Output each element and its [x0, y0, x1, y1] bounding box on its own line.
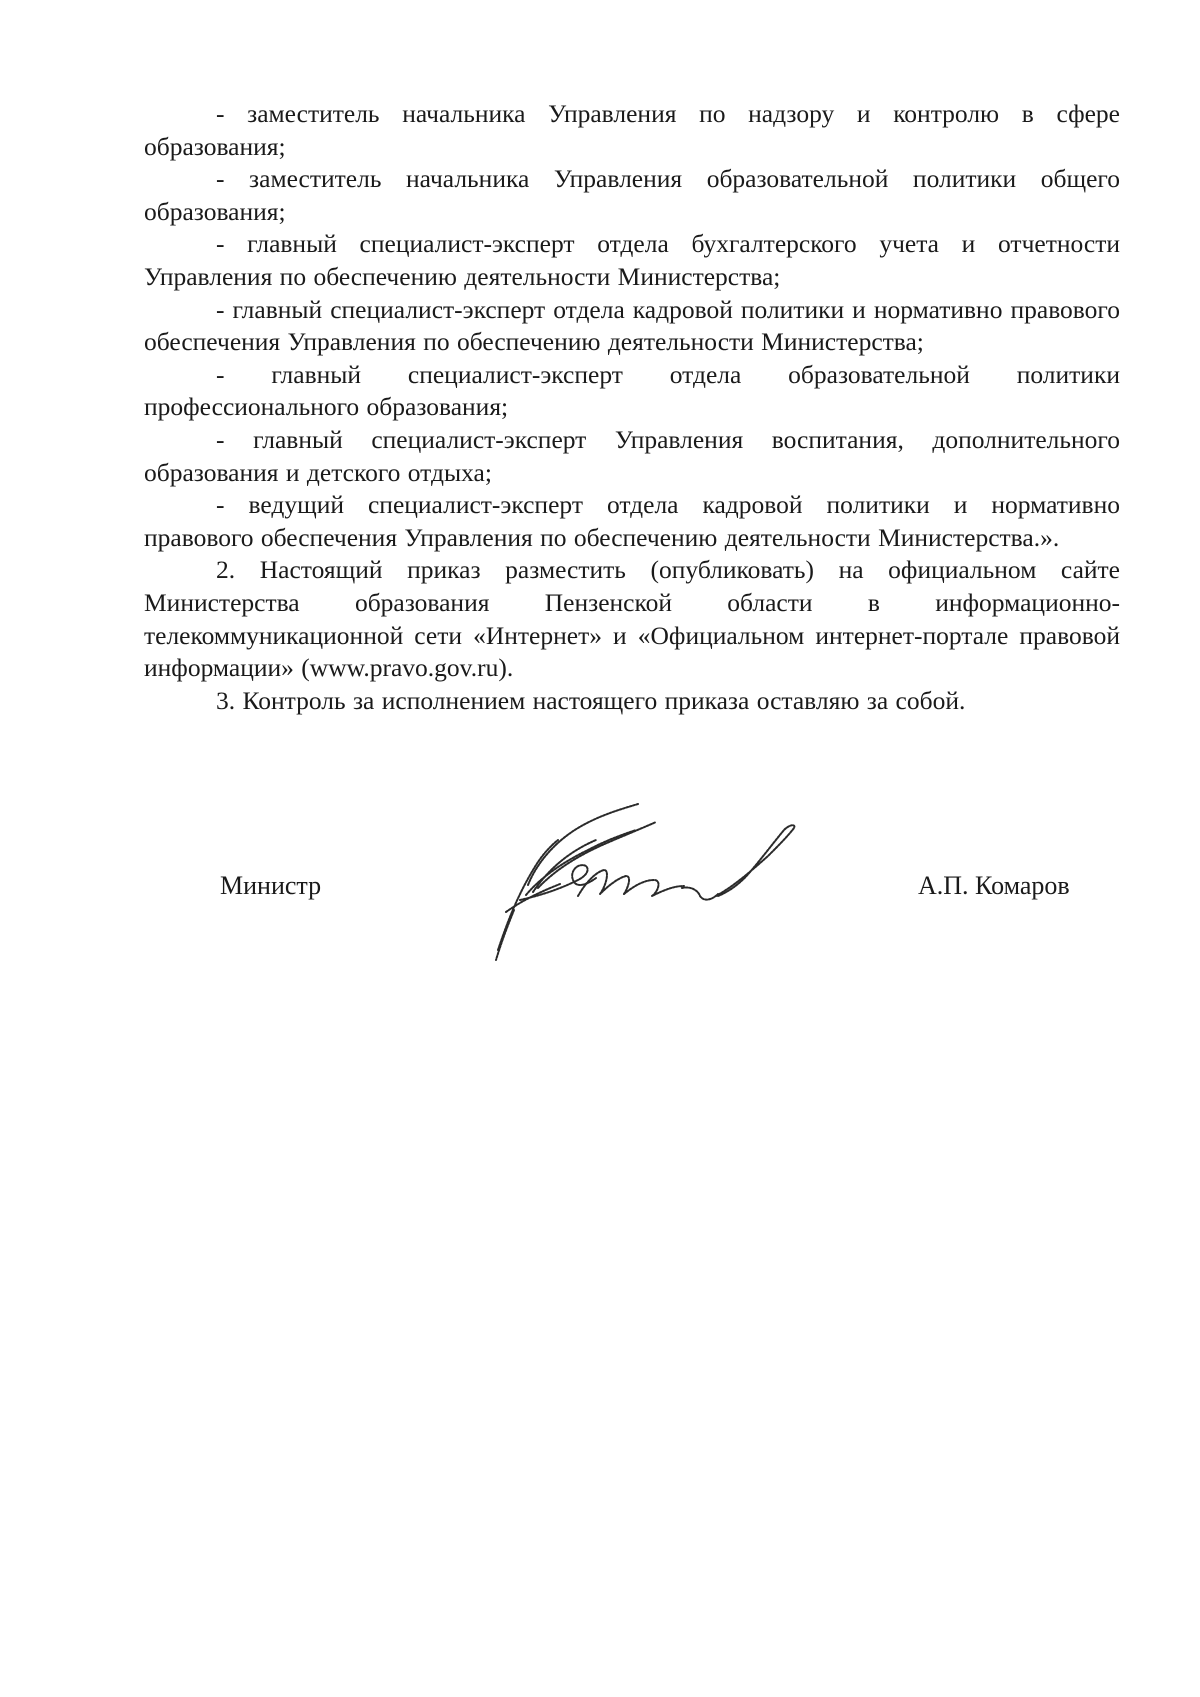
- signature-block: [0, 800, 1200, 1000]
- clause-2-publication: 2. Настоящий приказ разместить (опубликовать) на официальном сайте Министерства образования Пензенской области в информационно-телекоммуникационной сети «Интернет» и «Официальном интернет-портале правовой информации» (www.pravo.gov.ru).: [144, 555, 1120, 683]
- signatory-name: А.П. Комаров: [918, 871, 1070, 900]
- signatory-position: Министр: [220, 871, 322, 900]
- handwritten-signature-icon: [478, 800, 818, 970]
- list-item-chief-specialist-upbringing: - главный специалист-эксперт Управления воспитания, дополнительного образования и детского отдыха;: [144, 424, 1120, 487]
- clause-3-control: 3. Контроль за исполнением настоящего приказа оставляю за собой.: [216, 685, 966, 715]
- list-item-chief-specialist-professional-education: - главный специалист-эксперт отдела образовательной политики профессионального образования;: [144, 359, 1120, 422]
- list-item-deputy-head-supervision: - заместитель начальника Управления по надзору и контролю в сфере образования;: [144, 99, 1120, 161]
- list-item-deputy-head-general-education: - заместитель начальника Управления образовательной политики общего образования;: [144, 164, 1120, 226]
- document-body: [144, 98, 1120, 717]
- list-item-chief-specialist-accounting: - главный специалист-эксперт отдела бухгалтерского учета и отчетности Управления по обеспечению деятельности Министерства;: [144, 229, 1120, 291]
- list-item-leading-specialist-hr-policy: - ведущий специалист-эксперт отдела кадровой политики и нормативно правового обеспечения Управления по обеспечению деятельности Министерства.».: [144, 490, 1120, 552]
- list-item-chief-specialist-hr-policy: - главный специалист-эксперт отдела кадровой политики и нормативно правового обеспечения Управления по обеспечению деятельности Министерства;: [144, 294, 1120, 357]
